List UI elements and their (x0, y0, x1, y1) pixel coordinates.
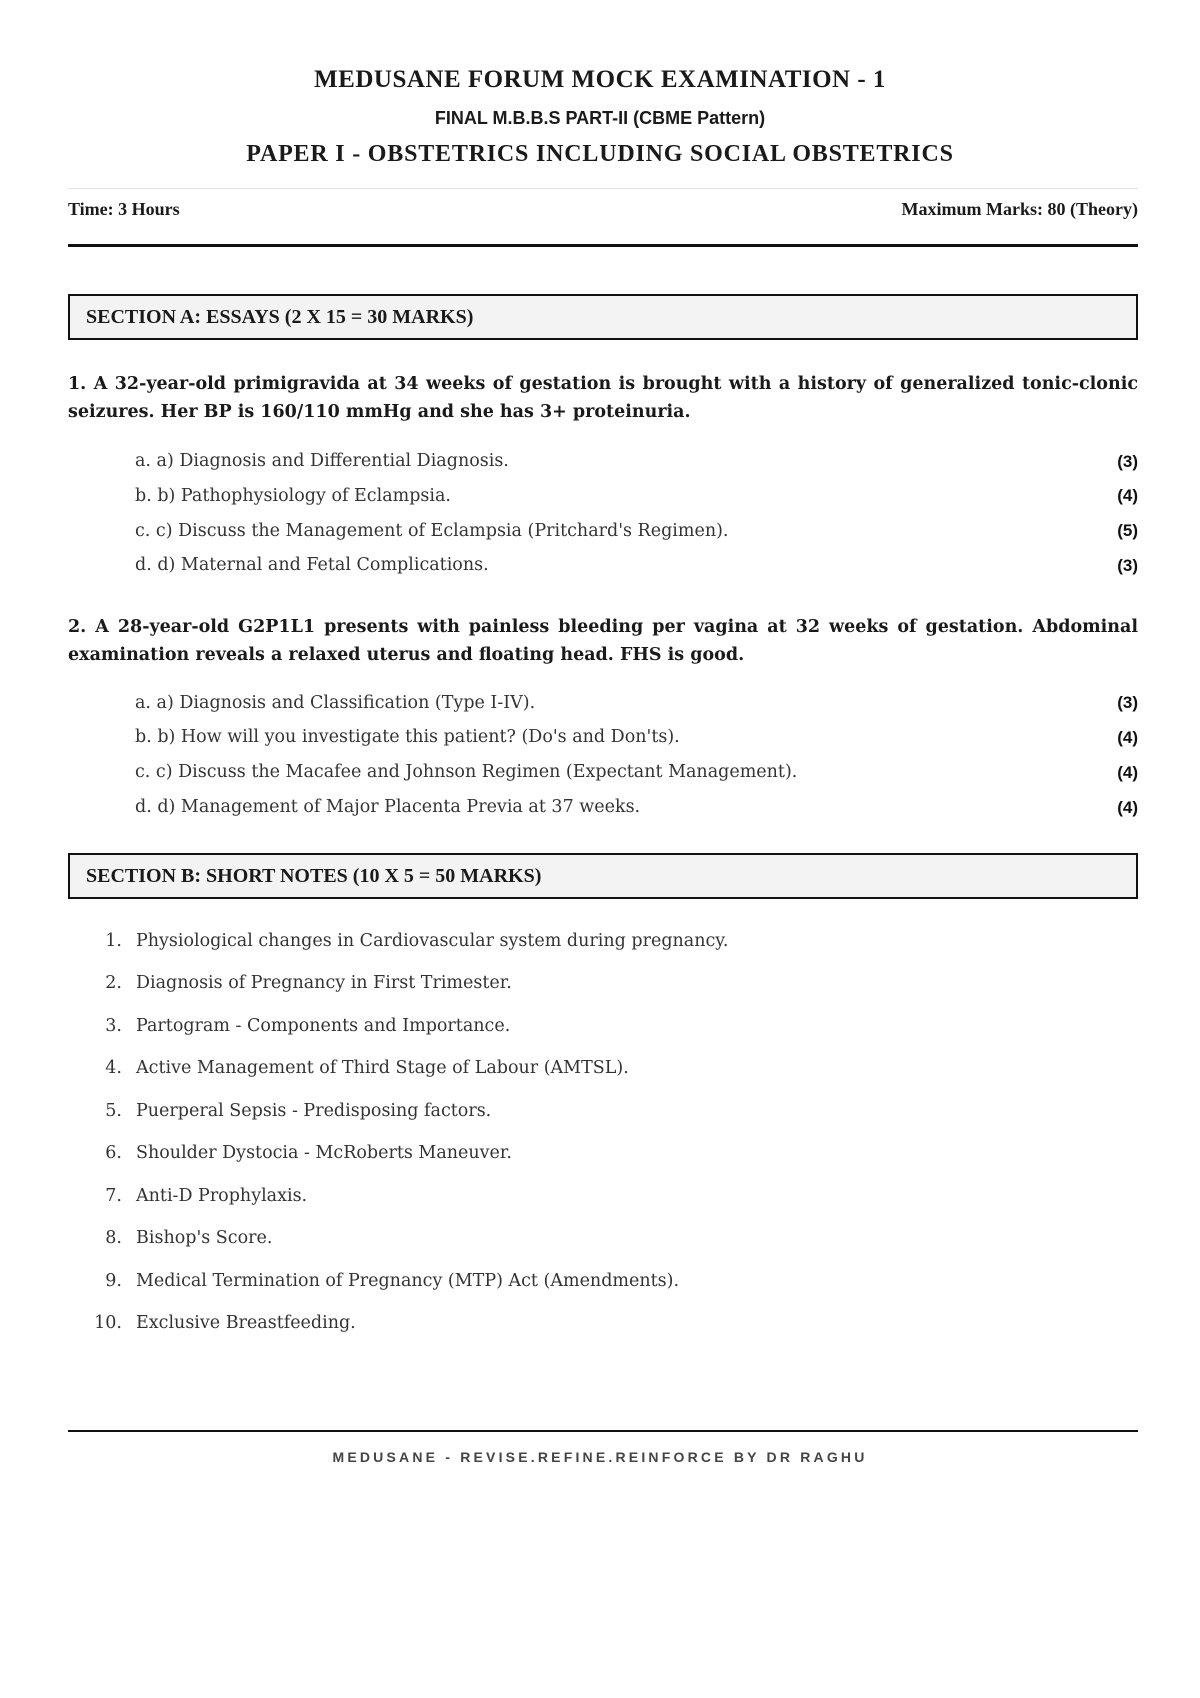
exam-subtitle: FINAL M.B.B.S PART-II (CBME Pattern) (434, 108, 766, 128)
question-1: 1. A 32-year-old primigravida at 34 weeks of gestation is brought with a history of generalized tonic-clonic seizures. Her BP is 160/110 mmHg and she has 3+ proteinuria. (68, 374, 1138, 422)
note-number: 8. (105, 1228, 122, 1248)
note-item: Anti-D Prophylaxis. (136, 1186, 308, 1206)
header-divider (68, 188, 1138, 189)
question-2-part-a: a. a) Diagnosis and Classification (Type I-IV). (135, 693, 536, 713)
note-item: Diagnosis of Pregnancy in First Trimester. (136, 973, 512, 993)
note-item: Physiological changes in Cardiovascular system during pregnancy. (136, 931, 729, 951)
exam-max-marks: Maximum Marks: 80 (Theory) (901, 199, 1138, 219)
paper-title: PAPER I - OBSTETRICS INCLUDING SOCIAL OBSTETRICS (246, 141, 954, 167)
note-number: 5. (105, 1101, 122, 1121)
question-2-part-c: c. c) Discuss the Macafee and Johnson Regimen (Expectant Management). (135, 762, 798, 782)
question-2: 2. A 28-year-old G2P1L1 presents with painless bleeding per vagina at 32 weeks of gestation. Abdominal examination reveals a relaxed uterus and floating head. FHS is good. (68, 617, 1138, 665)
note-number: 4. (105, 1058, 122, 1078)
note-number: 10. (94, 1313, 122, 1333)
question-2-part-d: d. d) Management of Major Placenta Previa at 37 weeks. (135, 797, 641, 817)
note-item: Partogram - Components and Importance. (136, 1016, 511, 1036)
note-item: Medical Termination of Pregnancy (MTP) Act (Amendments). (136, 1271, 680, 1291)
footer-text: MEDUSANE - REVISE.REFINE.REINFORCE BY DR RAGHU (332, 1449, 868, 1465)
question-2-part-b: b. b) How will you investigate this patient? (Do's and Don'ts). (135, 727, 680, 747)
question-1-part-d-marks: (3) (1117, 556, 1138, 575)
question-2-part-c-marks: (4) (1117, 763, 1138, 782)
question-1-part-d: d. d) Maternal and Fetal Complications. (135, 555, 489, 575)
note-item: Exclusive Breastfeeding. (136, 1313, 356, 1333)
question-2-part-a-marks: (3) (1117, 693, 1138, 712)
question-1-part-b: b. b) Pathophysiology of Eclampsia. (135, 486, 451, 506)
question-1-part-a-marks: (3) (1117, 452, 1138, 471)
note-number: 9. (105, 1271, 122, 1291)
question-2-part-b-marks: (4) (1117, 728, 1138, 747)
footer-divider (68, 1430, 1138, 1432)
note-number: 3. (105, 1016, 122, 1036)
question-1-part-a: a. a) Diagnosis and Differential Diagnosis. (135, 451, 509, 471)
note-number: 6. (105, 1143, 122, 1163)
question-1-part-c: c. c) Discuss the Management of Eclampsia (Pritchard's Regimen). (135, 521, 729, 541)
note-number: 2. (105, 973, 122, 993)
note-number: 1. (105, 931, 122, 951)
note-item: Puerperal Sepsis - Predisposing factors. (136, 1101, 492, 1121)
header-rule (68, 244, 1138, 247)
note-item: Bishop's Score. (136, 1228, 273, 1248)
note-item: Active Management of Third Stage of Labour (AMTSL). (136, 1058, 629, 1078)
note-item: Shoulder Dystocia - McRoberts Maneuver. (136, 1143, 512, 1163)
question-2-part-d-marks: (4) (1117, 798, 1138, 817)
section-a-title: SECTION A: ESSAYS (2 X 15 = 30 MARKS) (86, 306, 474, 328)
question-1-part-c-marks: (5) (1117, 521, 1138, 540)
section-b-title: SECTION B: SHORT NOTES (10 X 5 = 50 MARKS) (86, 865, 542, 887)
note-number: 7. (105, 1186, 122, 1206)
section-b-header (68, 853, 1138, 899)
question-1-part-b-marks: (4) (1117, 486, 1138, 505)
section-a-header (68, 294, 1138, 340)
exam-time: Time: 3 Hours (68, 199, 180, 219)
exam-title: MEDUSANE FORUM MOCK EXAMINATION - 1 (314, 66, 886, 93)
